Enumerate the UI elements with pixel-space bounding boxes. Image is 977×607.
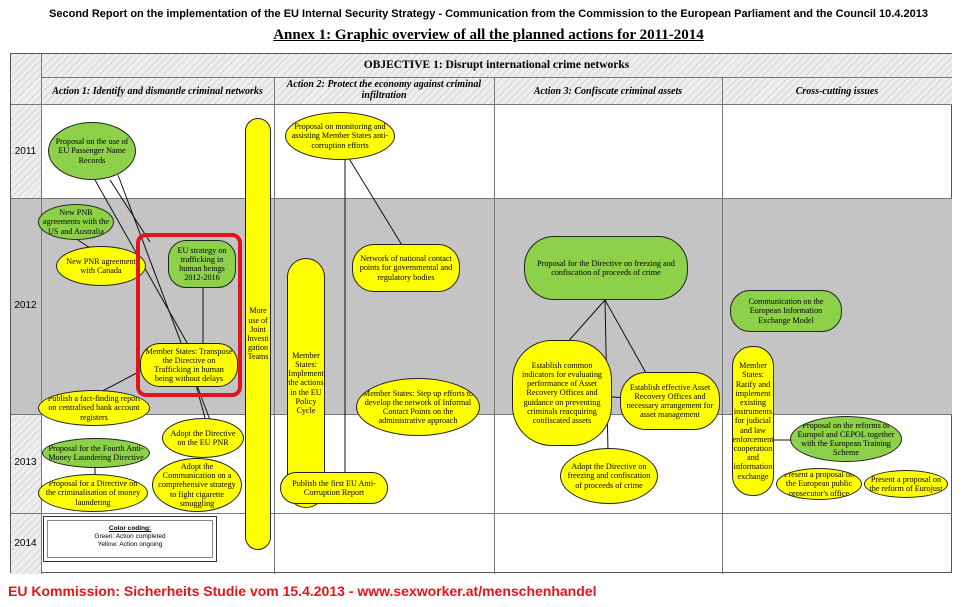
cell-a3-2011 (494, 104, 722, 198)
bubble-adopt-freezing: Adopt the Directive on freezing and confiscation of proceeds of crime (560, 448, 658, 504)
bubble-anti-corruption-report: Publish the first EU Anti-Corruption Report (280, 472, 388, 504)
action3-header: Action 3: Confiscate criminal assets (533, 86, 683, 97)
annex-title: Annex 1: Graphic overview of all the planned actions for 2011-2014 (273, 27, 704, 43)
bubble-eu-strategy-thb: EU strategy on trafficking in human beings 2012-2016 (168, 240, 236, 288)
bubble-contact-points: Network of national contact points for governmental and regulatory bodies (352, 244, 460, 292)
year-column-header (11, 54, 41, 104)
legend-green: Green: Action completed (94, 533, 166, 540)
action1-header: Action 1: Identify and dismantle criminal networks (52, 86, 263, 97)
bubble-pnr-proposal: Proposal on the use of EU Passenger Name Records (48, 122, 136, 180)
objective-title: OBJECTIVE 1: Disrupt international crime networks (363, 59, 630, 71)
bubble-ms-policy-cycle: Member States: Implement the actions in the EU Policy Cycle (287, 258, 325, 508)
cell-cc-2014 (722, 513, 952, 574)
bubble-adopt-pnr: Adopt the Directive on the EU PNR (162, 418, 244, 458)
cell-a3-2014 (494, 513, 722, 574)
cell-a2-2014 (274, 513, 494, 574)
bubble-europol-cepol: Proposal on the reforms of Europol and CEPOL together with the European Training Scheme (790, 416, 902, 462)
action2-header: Action 2: Protect the economy against criminal infiltration (286, 79, 482, 101)
year-2013: 2013 (14, 457, 37, 468)
highlight-frame (136, 233, 242, 397)
bubble-common-indicators: Establish common indicators for evaluating performance of Asset Recovery Offices and guidance on preventing criminals reacquiring confiscated assets (512, 340, 612, 446)
legend-title: Color coding: (108, 525, 152, 532)
bubble-anti-corruption-proposal: Proposal on monitoring and assisting Member States anti-corruption efforts (285, 112, 395, 160)
bubble-ms-transpose: Member States: Transpose the Directive on Trafficking in human being without delays (140, 343, 238, 387)
report-title: Second Report on the implementation of the EU Internal Security Strategy - Communication from the Commission to the European Parliament and the Council 10.4.2013 (49, 8, 928, 20)
legend-yellow: Yellow: Action ongoing (97, 541, 163, 548)
legend-inner (47, 520, 213, 558)
year-2014: 2014 (14, 538, 37, 549)
bubble-ms-informal-network: Member States: Step up efforts to develop the network of Informal Contact Points on the administrative approach (356, 378, 480, 436)
cell-cc-2011 (722, 104, 952, 198)
bubble-public-prosecutor: Present a proposal on the European public prosecutor's office (776, 468, 862, 500)
bubble-joint-teams: More use of Joint Investi gation Teams (245, 118, 271, 550)
bubble-pnr-us-australia: New PNR agreements with the US and Australia (38, 204, 114, 240)
bubble-cigarette-strategy: Adopt the Communication on a comprehensive strategy to fight cigarette smuggling (152, 458, 242, 512)
bubble-fact-finding: Publish a fact-finding report on centralised bank account registers (38, 390, 150, 426)
footer-caption: EU Kommission: Sicherheits Studie vom 15.4.2013 - www.sexworker.at/menschenhandel (8, 583, 597, 599)
year-2011: 2011 (14, 146, 37, 157)
bubble-pnr-canada: New PNR agreement with Canada (56, 246, 146, 286)
bubble-aml-directive: Proposal for the Fourth Anti-Money Laundering Directive (42, 438, 150, 468)
bubble-info-exchange-model: Communication on the European Information Exchange Model (730, 290, 842, 332)
legend (43, 516, 217, 562)
bubble-eurojust: Present a proposal on the reform of Eurojust (864, 470, 948, 498)
bubble-ms-ratify: Member States: Ratify and implement existing instruments for judicial and law enforcement cooperation and information exchange (732, 346, 774, 496)
bubble-effective-aro: Establish effective Asset Recovery Offices and necessary arrangement for asset management (620, 372, 720, 430)
year-2012: 2012 (14, 300, 37, 311)
cross-cutting-header: Cross-cutting issues (795, 86, 879, 97)
bubble-freezing-proposal: Proposal for the Directive on freezing and confiscation of proceeds of crime (524, 236, 688, 300)
bubble-criminalisation-ml: Proposal for a Directive on the criminalisation of money laundering (38, 474, 148, 512)
